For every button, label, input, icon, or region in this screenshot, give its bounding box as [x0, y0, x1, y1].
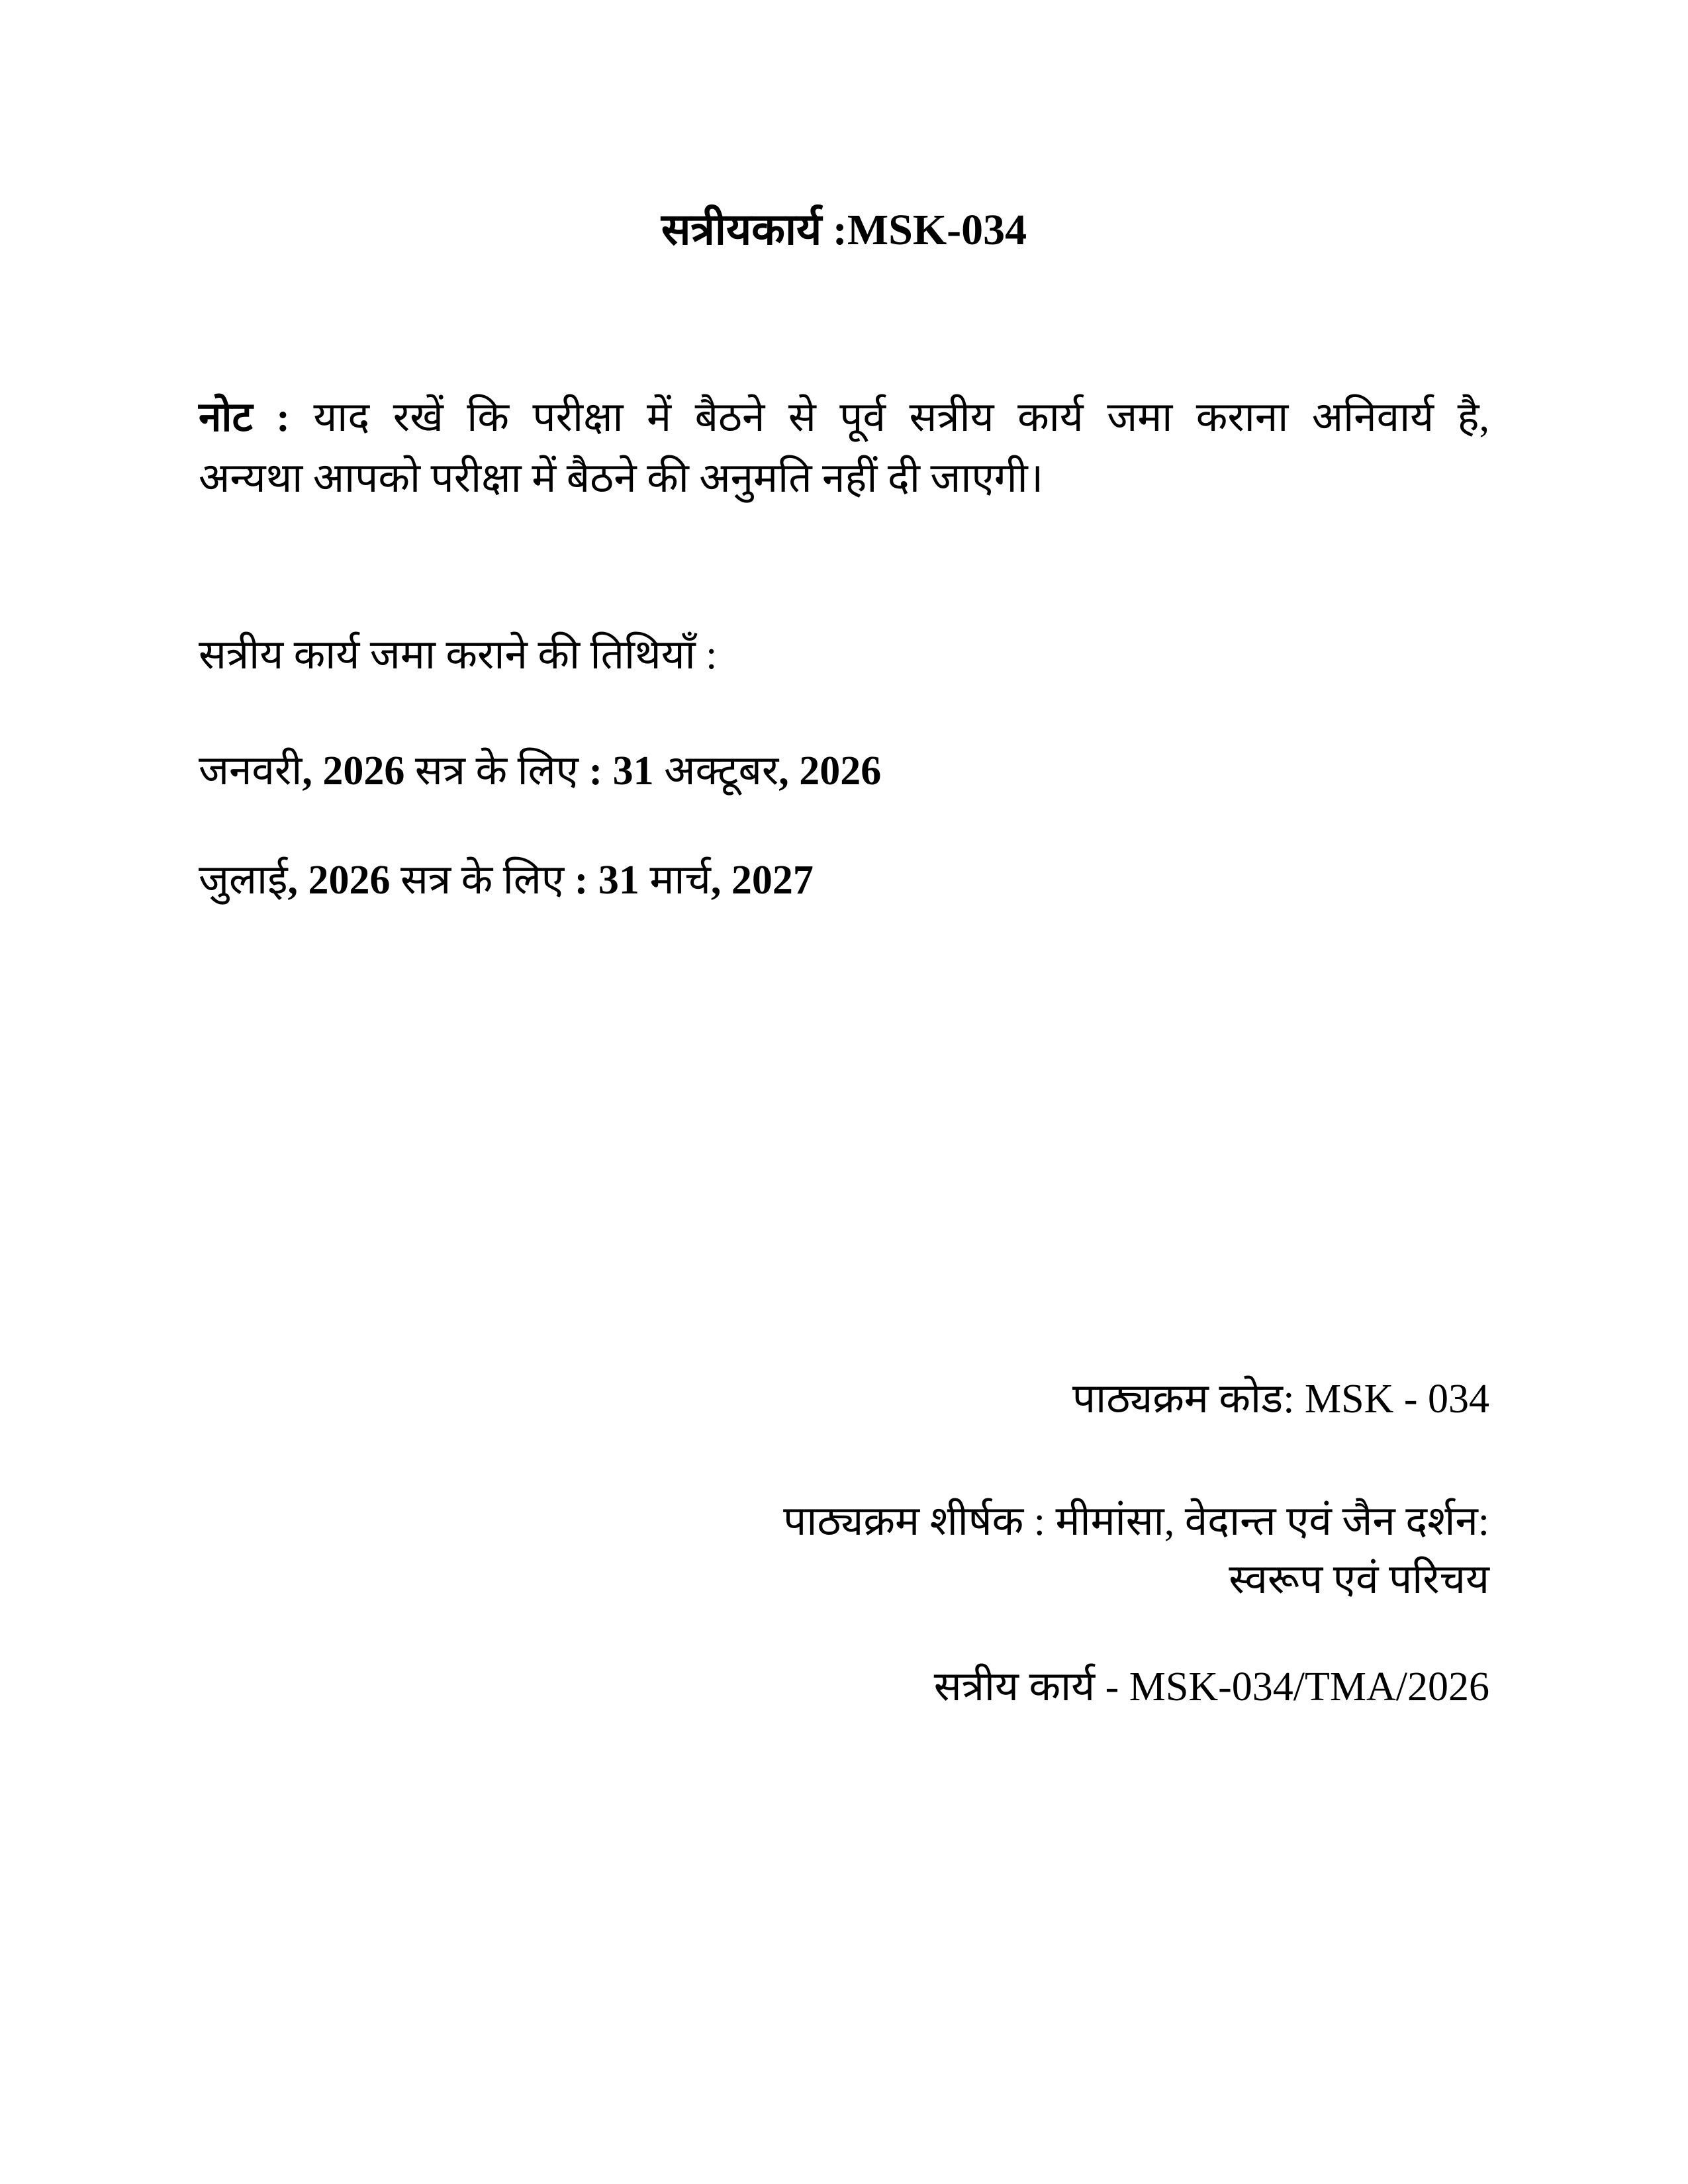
course-title-line-1: पाठ्यक्रम शीर्षक : मीमांसा, वेदान्त एवं जैन दर्शन:: [783, 1499, 1489, 1544]
session-for-label: सत्र के लिए: [390, 858, 575, 903]
course-title-line-2: स्वरूप एवं परिचय: [1229, 1557, 1489, 1602]
session-year: , 2026: [287, 858, 391, 903]
page-title: [0, 204, 1688, 257]
due-year: , 2027: [710, 858, 814, 903]
note-line-2: अन्यथा आपको परीक्षा में बैठने की अनुमति नहीं दी जाएगी।: [199, 456, 1044, 501]
session-year: , 2026: [302, 749, 405, 794]
note-label: नोट :: [199, 395, 290, 440]
session-month: जनवरी: [199, 749, 303, 794]
course-code: पाठ्यक्रम कोड: MSK - 034: [1072, 1377, 1489, 1422]
due-month: अक्टूबर: [653, 749, 779, 794]
title-code: MSK-034: [847, 206, 1027, 254]
note-line-1: [199, 387, 1489, 448]
note-text-1: याद रखें कि परीक्षा में बैठने से पूर्व सत्रीय कार्य जमा कराना अनिवार्य है,: [313, 395, 1489, 440]
title-label: सत्रीयकार्य :: [661, 206, 847, 254]
session-date-july: [199, 854, 814, 907]
session-date-january: [199, 745, 881, 797]
due-month: मार्च: [639, 858, 711, 903]
assignment-code: सत्रीय कार्य - MSK-034/TMA/2026: [933, 1664, 1489, 1709]
due-day: 31: [598, 858, 639, 903]
session-colon: :: [588, 749, 613, 794]
course-title: [783, 1492, 1489, 1609]
session-for-label: सत्र के लिए: [404, 749, 589, 794]
submission-dates-heading: सत्रीय कार्य जमा कराने की तिथियाँ :: [199, 633, 718, 678]
note-paragraph: [199, 387, 1489, 509]
session-month: जुलाई: [199, 858, 288, 903]
due-day: 31: [612, 749, 654, 794]
session-colon: :: [574, 858, 598, 903]
due-year: , 2026: [778, 749, 882, 794]
